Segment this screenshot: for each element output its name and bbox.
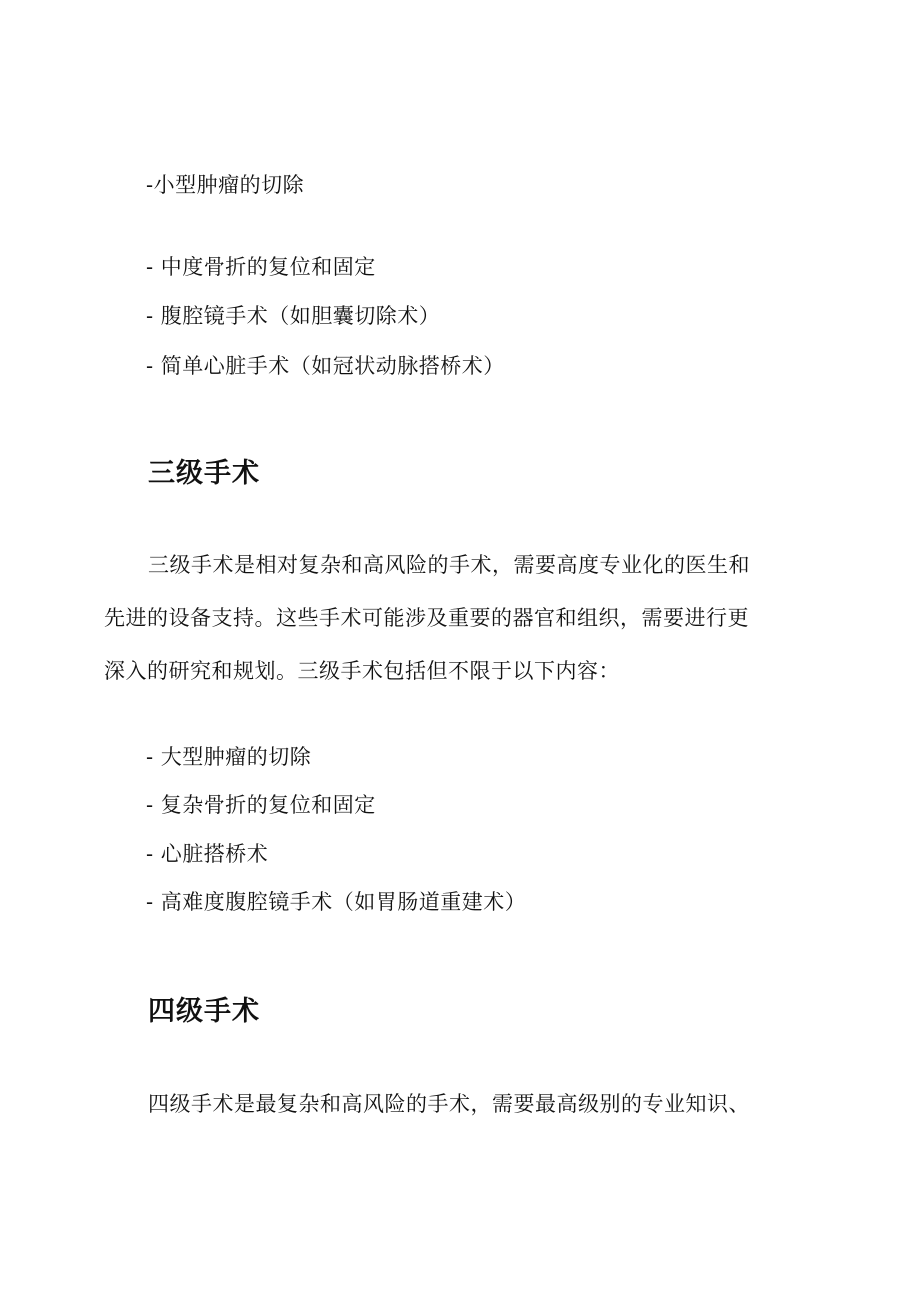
list-item: - 大型肿瘤的切除 (146, 745, 312, 769)
list-item: - 中度骨折的复位和固定 (146, 255, 376, 279)
section-paragraph-level4 (104, 1078, 750, 1131)
section-paragraph-level3 (104, 539, 750, 698)
list-item: - 复杂骨折的复位和固定 (146, 793, 376, 817)
list-item: -小型肿瘤的切除 (146, 173, 305, 197)
list-item: - 心脏搭桥术 (146, 842, 269, 866)
paragraph-line: 先进的设备支持。这些手术可能涉及重要的器官和组织，需要进行更 (104, 606, 749, 630)
list-item: - 简单心脏手术（如冠状动脉搭桥术） (146, 354, 505, 378)
section-heading-level3: 三级手术 (148, 458, 260, 489)
paragraph-line: 深入的研究和规划。三级手术包括但不限于以下内容： (104, 659, 620, 683)
paragraph-line: 四级手术是最复杂和高风险的手术，需要最高级别的专业知识、 (148, 1092, 750, 1116)
list-item: - 高难度腹腔镜手术（如胃肠道重建术） (146, 890, 527, 914)
section-heading-level4: 四级手术 (148, 996, 260, 1027)
paragraph-line: 三级手术是相对复杂和高风险的手术，需要高度专业化的医生和 (148, 553, 750, 577)
list-item: - 腹腔镜手术（如胆囊切除术） (146, 304, 441, 328)
